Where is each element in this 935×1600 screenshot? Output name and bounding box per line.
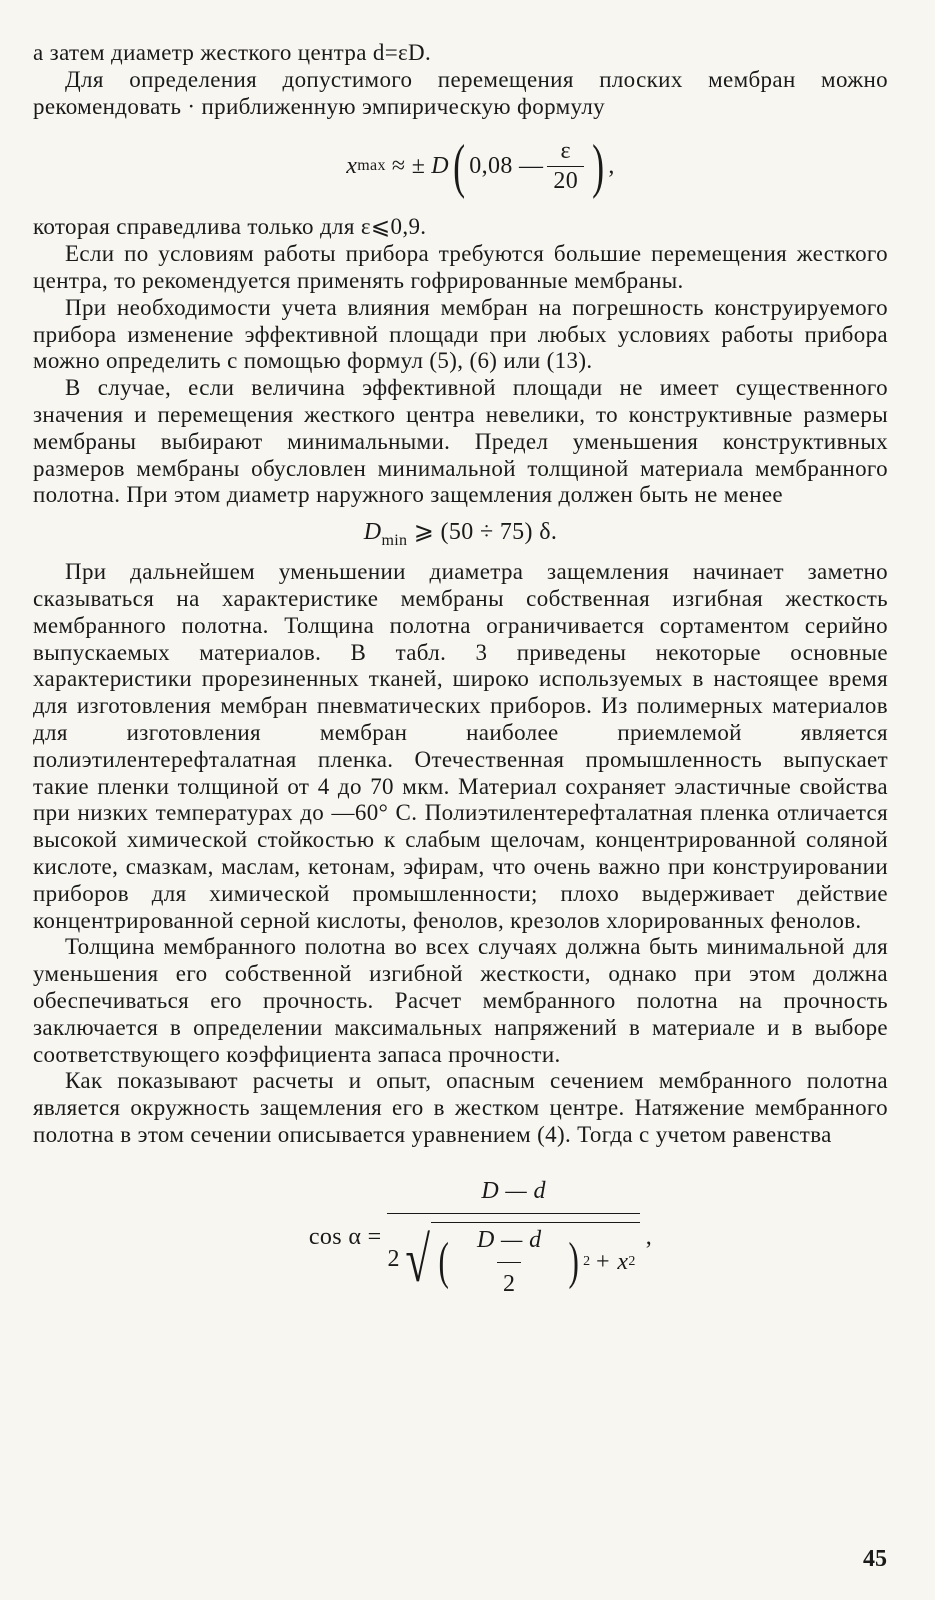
formula-rest: ⩾ (50 ÷ 75) δ. bbox=[413, 519, 558, 546]
page-number: 45 bbox=[863, 1546, 887, 1572]
paragraph: При дальнейшем уменьшении диаметра защемления начинает заметно сказываться на характеристике мембраны собственная изгибная жесткость мембранного полотна. Толщина полотна ограничивается сортаментом серийно выпускаемых материалов. В табл. 3 приведены некоторые основные характеристики прорезиненных тканей, широко используемых в настоящее время для изготовления мембран пневматических приборов. Из полимерных материалов для изготовления мембран наиболее приемлемой является полиэтилентерефталатная пленка. Отечественная промышленность выпускает такие пленки толщиной от 4 до 70 мкм. Материал сохраняет эластичные свойства при низких температурах до —60° С. Полиэтилентерефталатная пленка отличается высокой химической стойкостью к слабым щелочам, концентрированной соляной кислоте, смазкам, маслам, кетонам, эфирам, что очень важно при конструировании приборов для химической промышленности; плохо выдерживает действие концентрированной серной кислоты, фенолов, крезолов хлорированных фенолов. bbox=[33, 559, 888, 933]
fraction-numerator: D — d bbox=[477, 1226, 542, 1253]
formula-term: + x bbox=[594, 1248, 629, 1275]
formula-subscript: max bbox=[357, 156, 386, 174]
fraction bbox=[457, 1227, 561, 1298]
exponent: 2 bbox=[583, 1253, 591, 1269]
formula-symbol: x bbox=[346, 152, 358, 179]
formula-punct: , bbox=[645, 1224, 653, 1251]
fraction-denominator: 2 bbox=[497, 1262, 521, 1298]
paren-open: ( bbox=[438, 1233, 450, 1291]
paragraph: Толщина мембранного полотна во всех случаях должна быть минимальной для уменьшения его собственной изгибной жесткости, однако при этом должна обеспечиваться его прочность. Расчет мембранного полотна на прочность заключается в определении максимальных напряжений в материале и в выборе соответствующего коэффициента запаса прочности. bbox=[33, 934, 888, 1067]
sqrt-icon: √ bbox=[405, 1223, 431, 1295]
formula-coef: 2 bbox=[387, 1246, 400, 1273]
paren-close: ) bbox=[592, 133, 605, 200]
paragraph: Если по условиям работы прибора требуются большие перемещения жесткого центра, то рекомендуется применять гофрированные мембраны. bbox=[33, 241, 888, 293]
fraction-denominator: 20 bbox=[547, 166, 584, 195]
formula-subscript: min bbox=[381, 531, 408, 549]
fraction bbox=[387, 1178, 639, 1297]
fraction-denominator bbox=[387, 1213, 639, 1298]
page-text bbox=[33, 40, 888, 1321]
fraction bbox=[547, 138, 584, 195]
fraction-numerator: ε bbox=[560, 138, 571, 165]
paragraph: Как показывают расчеты и опыт, опасным сечением мембранного полотна является окружность защемления его в жестком центре. Натяжение мембранного полотна в этом сечении описывается уравнением (4). Тогда с учетом равенства bbox=[33, 1068, 888, 1147]
exponent: 2 bbox=[628, 1253, 636, 1269]
formula-punct: , bbox=[608, 152, 615, 179]
formula-dmin bbox=[33, 511, 888, 553]
formula-cos-alpha bbox=[73, 1163, 888, 1313]
sqrt-body bbox=[431, 1222, 639, 1298]
paren-open: ( bbox=[452, 133, 466, 200]
paragraph: При необходимости учета влияния мембран на погрешность конструируемого прибора изменение эффективной площади при любых условиях работы прибора можно определить с помощью формул (5), (6) или (13). bbox=[33, 294, 888, 374]
paragraph: а затем диаметр жесткого центра d=εD. bbox=[33, 40, 432, 65]
formula-symbol: D bbox=[363, 519, 382, 546]
fraction-numerator: D — d bbox=[481, 1177, 546, 1204]
formula-symbol: D bbox=[431, 152, 449, 179]
formula-term: 0,08 — bbox=[469, 152, 544, 179]
formula-xmax bbox=[73, 126, 888, 206]
formula-lhs: cos α = bbox=[308, 1224, 382, 1251]
formula-operator: ≈ ± bbox=[391, 152, 426, 179]
paren-close: ) bbox=[568, 1233, 580, 1291]
paragraph: Для определения допустимого перемещения плоских мембран можно рекомендовать · приближенную эмпирическую формулу bbox=[33, 66, 888, 119]
paragraph: которая справедлива только для ε⩽0,9. bbox=[33, 214, 427, 240]
paragraph: В случае, если величина эффективной площади не имеет существенного значения и перемещения жесткого центра невелики, то конструктивные размеры мембраны выбирают минимальными. Предел уменьшения конструктивных размеров мембраны обусловлен минимальной толщиной материала мембранного полотна. При этом диаметр наружного защемления должен быть не менее bbox=[33, 375, 888, 508]
